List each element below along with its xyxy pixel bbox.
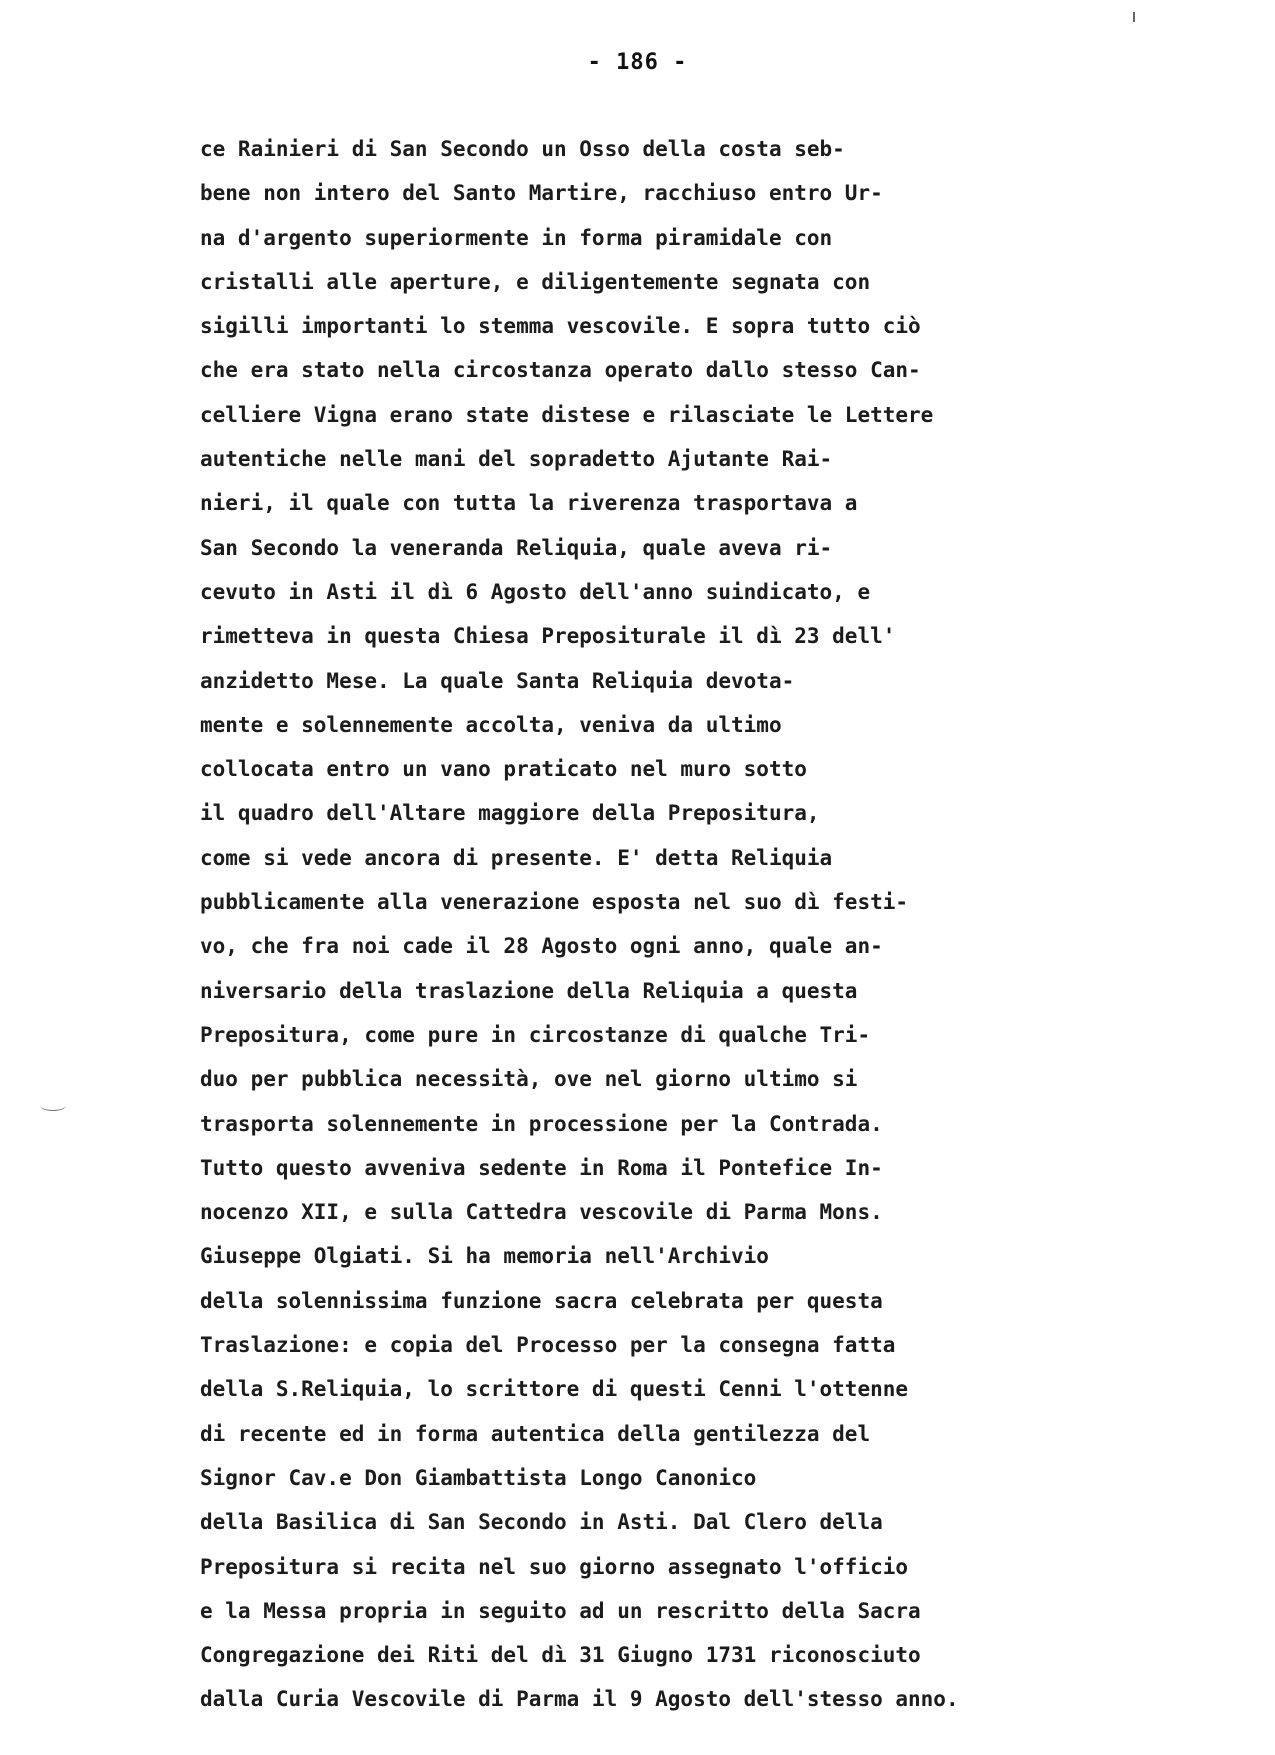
text-line: mente e solennemente accolta, veniva da ultimo [200,712,782,737]
text-line: sigilli importanti lo stemma vescovile. E sopra tutto ciò [200,314,921,339]
text-line: nocenzo XII, e sulla Cattedra vescovile di Parma Mons. [200,1200,883,1225]
text-line: trasporta solennemente in processione per la Contrada. [200,1111,883,1136]
text-line: pubblicamente alla venerazione esposta nel suo dì festi- [200,890,909,915]
text-line: na d'argento superiormente in forma piramidale con [200,225,833,250]
text-line: duo per pubblica necessità, ove nel giorno ultimo si [200,1067,858,1092]
text-line: anzidetto Mese. La quale Santa Reliquia devota- [200,668,795,693]
text-line: vo, che fra noi cade il 28 Agosto ogni anno, quale an- [200,934,883,959]
text-line: che era stato nella circostanza operato dallo stesso Can- [200,358,921,383]
text-line: bene non intero del Santo Martire, racchiuso entro Ur- [200,181,883,206]
text-line: Prepositura si recita nel suo giorno assegnato l'officio [200,1554,909,1579]
text-line: ce Rainieri di San Secondo un Osso della costa seb- [200,137,845,161]
text-line: dalla Curia Vescovile di Parma il 9 Agosto dell'stesso anno. [200,1687,959,1712]
text-line: celliere Vigna erano state distese e rilasciate le Lettere [200,402,934,427]
text-line: Traslazione: e copia del Processo per la consegna fatta [200,1333,896,1358]
page-number: - 186 - [587,50,688,75]
text-line: come si vede ancora di presente. E' detta Reliquia [200,845,833,870]
text-line: San Secondo la veneranda Reliquia, quale aveva ri- [200,535,833,560]
text-line: Giuseppe Olgiati. Si ha memoria nell'Archivio [200,1244,769,1269]
text-line: niversario della traslazione della Reliquia a questa [200,978,858,1003]
text-line: cristalli alle aperture, e diligentemente segnata con [200,269,871,294]
text-line: della solennissima funzione sacra celebrata per questa [200,1288,883,1313]
text-line: della S.Reliquia, lo scrittore di questi Cenni l'ottenne [200,1377,909,1402]
text-line: Tutto questo avveniva sedente in Roma il Pontefice In- [200,1155,883,1180]
text-line: cevuto in Asti il dì 6 Agosto dell'anno suindicato, e [200,579,871,604]
text-line: rimetteva in questa Chiesa Prepositurale il dì 23 dell' [200,624,896,649]
text-line: Congregazione dei Riti del dì 31 Giugno 1731 riconosciuto [200,1643,921,1668]
text-line: il quadro dell'Altare maggiore della Prepositura, [200,801,820,826]
text-line: collocata entro un vano praticato nel muro sotto [200,757,807,782]
margin-mark [40,1100,66,1111]
text-line: e la Messa propria in seguito ad un rescritto della Sacra [200,1598,921,1623]
body-text [200,127,1160,1722]
text-line: autentiche nelle mani del sopradetto Ajutante Rai- [200,447,833,472]
text-line: nieri, il quale con tutta la riverenza trasportava a [200,491,858,516]
scan-mark [1133,12,1135,22]
text-line: della Basilica di San Secondo in Asti. Dal Clero della [200,1510,883,1535]
text-line: Prepositura, come pure in circostanze di qualche Tri- [200,1022,871,1047]
text-line: di recente ed in forma autentica della gentilezza del [200,1421,871,1446]
text-line: Signor Cav.e Don Giambattista Longo Canonico [200,1465,757,1490]
